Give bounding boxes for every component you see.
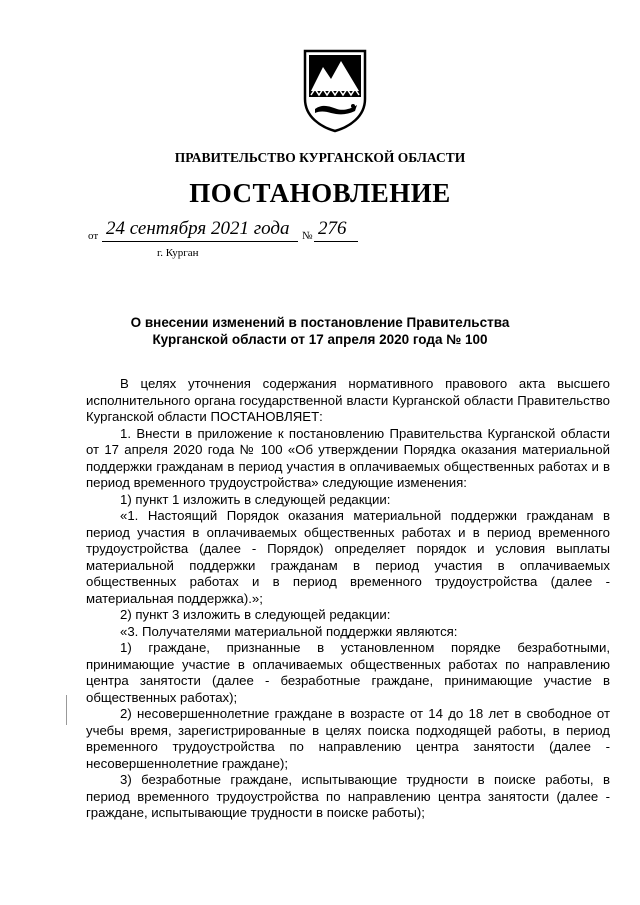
body-paragraph: 2) пункт 3 изложить в следующей редакции:: [120, 607, 391, 622]
date-prefix: от: [88, 230, 99, 242]
organization-name: ПРАВИТЕЛЬСТВО КУРГАНСКОЙ ОБЛАСТИ: [174, 150, 466, 165]
handwritten-date: 24 сентября 2021 года: [106, 218, 290, 239]
body-paragraph: 3) безработные граждане, испытывающие трудности в поиске работы, в период временного трудоустройства по направлению центра занятости (далее - граждане, испытывающие трудности в поиске работы);: [86, 772, 610, 820]
margin-mark: [66, 695, 67, 725]
registration-line: [88, 218, 388, 248]
body-paragraph: 1) граждане, признанные в установленном порядке безработными, принимающие участие в оплачиваемых общественных работах по направлению центра занятости (далее - безработные граждане, принимающие участие в общественных работах);: [86, 640, 610, 705]
title-line-1: О внесении изменений в постановление Правительства: [130, 315, 510, 330]
title-line-2: Курганской области от 17 апреля 2020 года № 100: [152, 332, 488, 347]
number-prefix: №: [302, 230, 313, 242]
document-type-heading: ПОСТАНОВЛЕНИЕ: [189, 178, 451, 208]
coat-of-arms-emblem-icon: [301, 47, 369, 133]
body-paragraph: 1. Внести в приложение к постановлению Правительства Курганской области от 17 апреля 2020 года № 100 «Об утверждении Порядка оказания материальной поддержки гражданам в период участия в оплачиваемых общественных работах и в период временного трудоустройства» следующие изменения:: [86, 425, 610, 490]
city-name: г. Курган: [157, 247, 199, 259]
body-paragraph: «1. Настоящий Порядок оказания материальной поддержки гражданам в период участия в оплачиваемых общественных работах и в период временного трудоустройства (далее - Порядок) определяет порядок и условия выплаты материальной поддержки гражданам в период участия в оплачиваемых общественных работах и в период временного трудоустройства (далее - материальная поддержка).»;: [86, 508, 610, 606]
document-body: [86, 376, 610, 822]
body-paragraph: 2) несовершеннолетние граждане в возрасте от 14 до 18 лет в свободное от учебы время, зарегистрированные в целях поиска подходящей работы, в период временного трудоустройства по направлению центра занятости (далее - несовершеннолетние граждане);: [86, 706, 610, 771]
handwritten-number: 276: [318, 218, 347, 239]
body-paragraph: В целях уточнения содержания нормативного правового акта высшего исполнительного органа государственной власти Курганской области Правительство Курганской области ПОСТАНОВЛЯЕТ:: [86, 376, 610, 424]
body-paragraph: «3. Получателями материальной поддержки являются:: [120, 623, 458, 639]
document-title: [0, 314, 640, 348]
body-paragraph: 1) пункт 1 изложить в следующей редакции:: [120, 491, 391, 507]
